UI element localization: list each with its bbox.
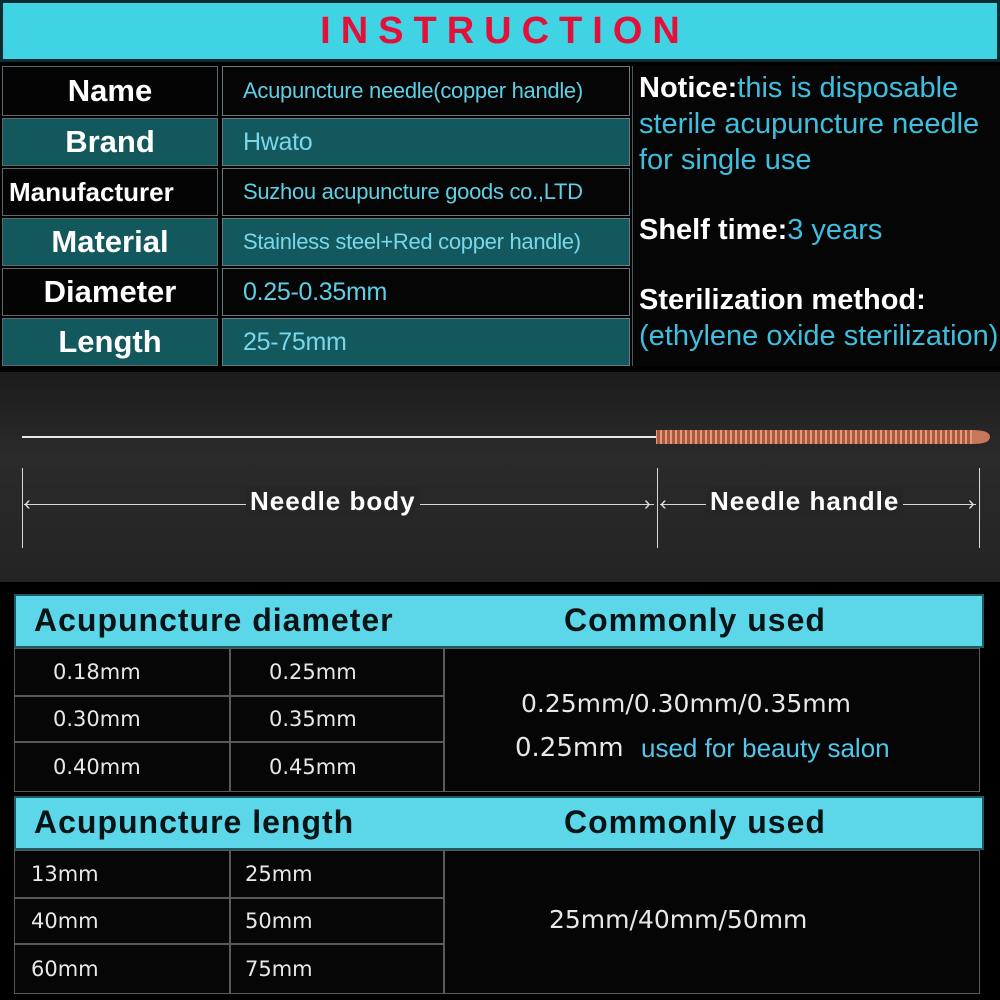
- diameter-header-left: Acupuncture diameter: [34, 602, 394, 638]
- length-cell: 25mm: [230, 850, 444, 898]
- spec-label-manufacturer: Manufacturer: [2, 168, 218, 216]
- spec-label-length: Length: [2, 318, 218, 366]
- notice-text: this is disposable sterile acupuncture needle for single use: [639, 72, 980, 176]
- length-cell: 40mm: [14, 898, 230, 944]
- spec-value-material: Stainless steel+Red copper handle): [222, 218, 630, 266]
- length-cell: 50mm: [230, 898, 444, 944]
- instruction-header: [0, 0, 1000, 62]
- spec-value-length: 25-75mm: [222, 318, 630, 366]
- diameter-cell: 0.45mm: [230, 742, 444, 792]
- diameter-cell: 0.40mm: [14, 742, 230, 792]
- diameter-cell: 0.30mm: [14, 696, 230, 742]
- spec-value-manufacturer: Suzhou acupuncture goods co.,LTD: [222, 168, 630, 216]
- notice-panel: [632, 66, 1000, 366]
- shelf-time-label: Shelf time:: [639, 214, 788, 246]
- needle-handle-label: Needle handle: [706, 486, 903, 517]
- length-header-right: Commonly used: [564, 804, 826, 840]
- sterilization-value: (ethylene oxide sterilization): [639, 320, 999, 352]
- length-common-cell: [444, 850, 980, 994]
- size-tables: [0, 582, 1000, 1000]
- diameter-common-cell: [444, 648, 980, 792]
- diameter-cell: 0.18mm: [14, 648, 230, 696]
- beauty-salon-note: used for beauty salon: [641, 733, 890, 763]
- needle-body-label: Needle body: [246, 486, 420, 517]
- shelf-time-value: 3 years: [787, 214, 883, 246]
- length-header-left: Acupuncture length: [34, 804, 355, 840]
- length-cell: 75mm: [230, 944, 444, 994]
- length-cell: 60mm: [14, 944, 230, 994]
- spec-value-brand: Hwato: [222, 118, 630, 166]
- diameter-cell: 0.35mm: [230, 696, 444, 742]
- diameter-cell: 0.25mm: [230, 648, 444, 696]
- length-common-values: 25mm/40mm/50mm: [549, 905, 808, 934]
- needle-diagram: ‹ › ‹ › Needle body Needle handle: [0, 372, 1000, 582]
- spec-value-name: Acupuncture needle(copper handle): [222, 66, 630, 116]
- length-header-bar: [14, 796, 984, 850]
- diameter-header-right: Commonly used: [564, 602, 826, 638]
- spec-label-brand: Brand: [2, 118, 218, 166]
- spec-label-name: Name: [2, 66, 218, 116]
- diameter-common-values: 0.25mm/0.30mm/0.35mm: [521, 689, 851, 718]
- diameter-header-bar: [14, 594, 984, 648]
- length-cell: 13mm: [14, 850, 230, 898]
- beauty-diameter-value: 0.25mm: [515, 733, 624, 763]
- spec-label-material: Material: [2, 218, 218, 266]
- sterilization-label: Sterilization method:: [639, 284, 926, 316]
- spec-label-diameter: Diameter: [2, 268, 218, 316]
- spec-value-diameter: 0.25-0.35mm: [222, 268, 630, 316]
- instruction-title: INSTRUCTION: [320, 9, 690, 52]
- needle-illustration: [0, 372, 1000, 582]
- notice-label: Notice:: [639, 72, 738, 104]
